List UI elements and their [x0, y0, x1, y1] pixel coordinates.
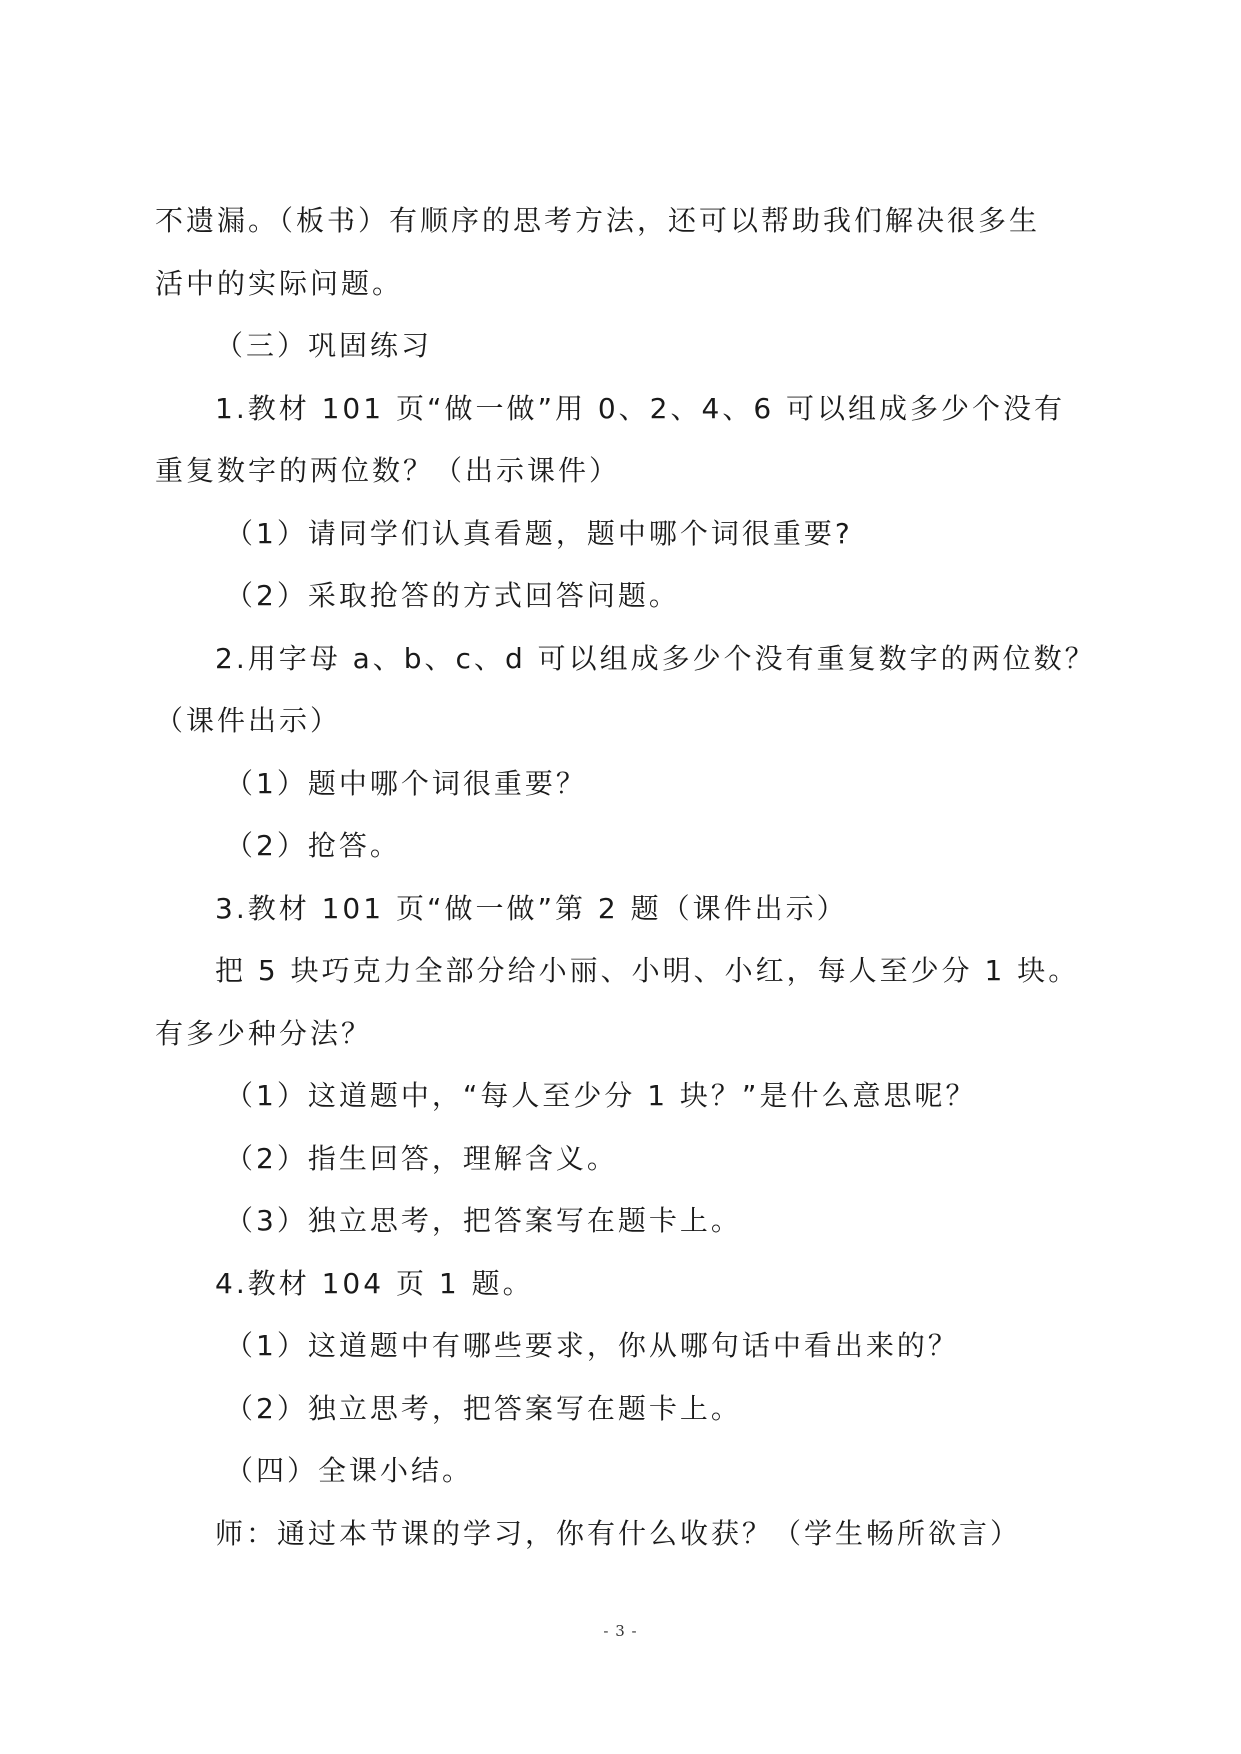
sub-step: （1）这道题中，“每人至少分 1 块？”是什么意思呢？ — [225, 1079, 977, 1112]
paragraph-line: 把 5 块巧克力全部分给小丽、小明、小红，每人至少分 1 块。 — [215, 954, 1080, 987]
exercise-item: 4.教材 104 页 1 题。 — [215, 1266, 534, 1300]
paragraph-line: 不遗漏。（板书）有顺序的思考方法，还可以帮助我们解决很多生 — [155, 204, 1041, 237]
sub-step: （1）这道题中有哪些要求，你从哪句话中看出来的？ — [225, 1329, 959, 1362]
paragraph-line: （课件出示） — [155, 704, 342, 737]
exercise-item: 3.教材 101 页“做一做”第 2 题（课件出示） — [215, 891, 848, 925]
paragraph-line: 重复数字的两位数？（出示课件） — [155, 454, 621, 487]
sub-step: （2）指生回答，理解含义。 — [225, 1141, 618, 1175]
document-body — [155, 190, 1096, 1565]
paragraph-line: 活中的实际问题。 — [155, 266, 404, 300]
sub-step: （1）题中哪个词很重要？ — [225, 766, 587, 800]
paragraph-line: 师：通过本节课的学习，你有什么收获？（学生畅所欲言） — [215, 1516, 1022, 1550]
sub-step: （1）请同学们认真看题，题中哪个词很重要? — [225, 516, 853, 550]
page-number: - 3 - — [603, 1622, 638, 1640]
sub-step: （2）独立思考，把答案写在题卡上。 — [225, 1391, 742, 1425]
exercise-item: 2.用字母 a、b、c、d 可以组成多少个没有重复数字的两位数？ — [215, 641, 1096, 675]
sub-step: （3）独立思考，把答案写在题卡上。 — [225, 1204, 742, 1237]
section-heading: （三）巩固练习 — [215, 329, 433, 362]
sub-step: （2）采取抢答的方式回答问题。 — [225, 579, 680, 612]
paragraph-line: 有多少种分法？ — [155, 1016, 373, 1050]
section-heading: （四）全课小结。 — [225, 1454, 474, 1487]
sub-step: （2）抢答。 — [225, 829, 401, 862]
exercise-item: 1.教材 101 页“做一做”用 0、2、4、6 可以组成多少个没有 — [215, 391, 1066, 425]
